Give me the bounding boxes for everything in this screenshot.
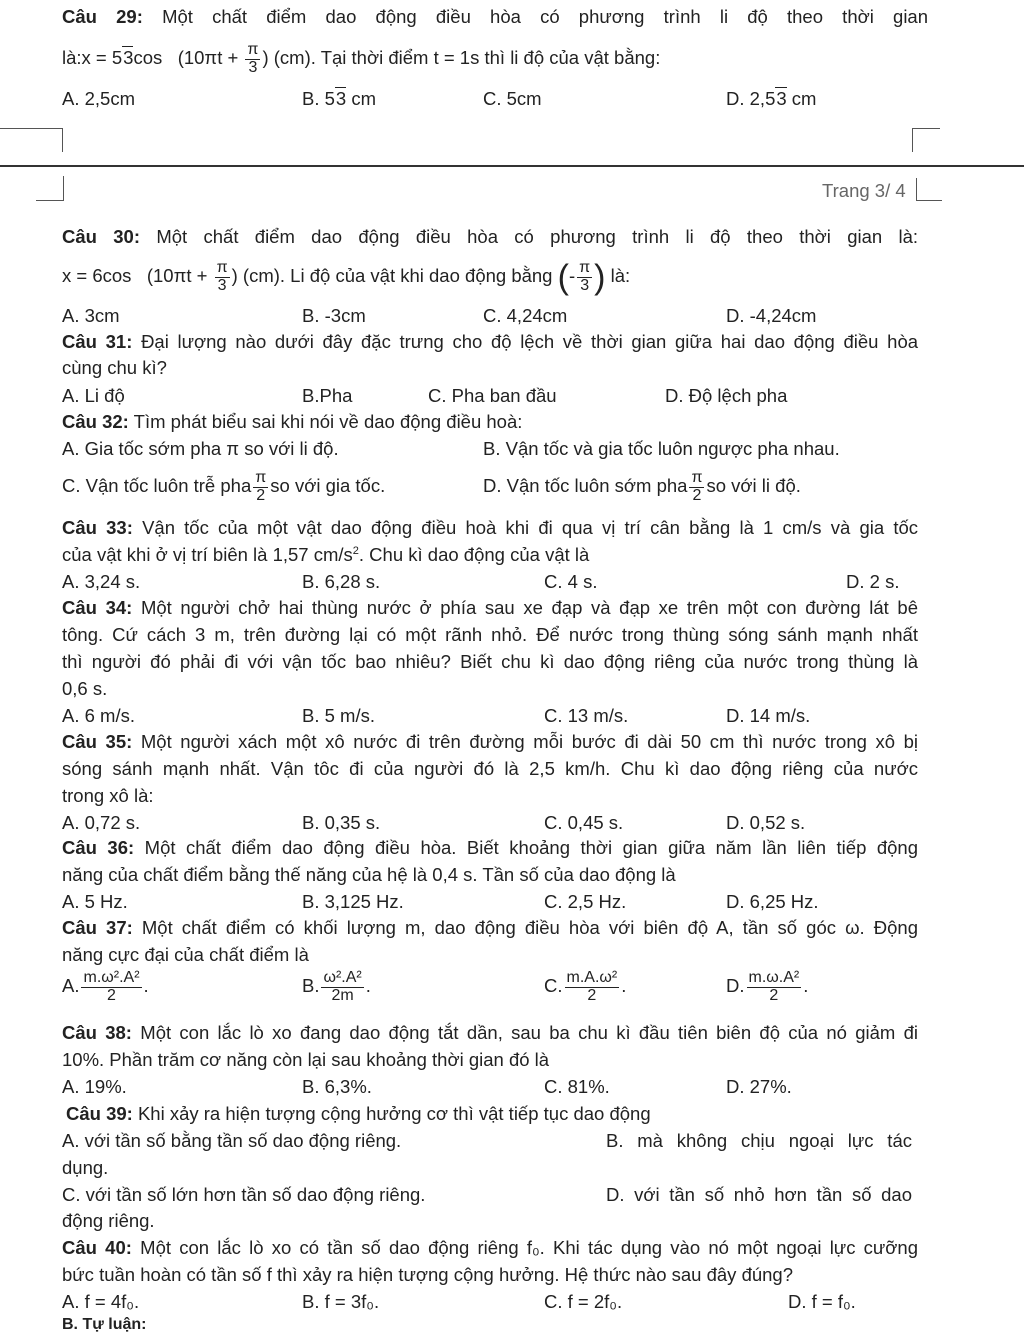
q32-text: Tìm phát biểu sai khi nói về dao động điều hoà:: [133, 411, 523, 432]
q33-option-d[interactable]: D. 2 s.: [846, 571, 900, 592]
q39-option-a[interactable]: A. với tần số bằng tần số dao động riêng.: [62, 1130, 402, 1151]
q33-stem: [62, 517, 918, 539]
q40-option-d[interactable]: D. f = f₀.: [788, 1291, 856, 1312]
q35-text: Một người xách một xô nước đi trên đường mỗi bước đi dài 50 cm thì nước trong xô bị: [140, 731, 919, 752]
crop-mark-top-right-h: [912, 128, 940, 129]
q34-option-b[interactable]: B. 5 m/s.: [302, 705, 375, 726]
q35-stem: [62, 731, 918, 753]
q37-option-c[interactable]: C. $\frac{\text{m.A.ω²}}{2}$ .: [544, 969, 627, 1004]
q29-eq-open: (10πt +: [177, 47, 239, 69]
q29-option-b[interactable]: B. 53 cm: [302, 88, 377, 109]
q30-option-b[interactable]: B. -3cm: [302, 305, 366, 326]
q33-text: Vận tốc của một vật dao động điều hoà khi đi qua vị trí cân bằng là 1 cm/s và gia tốc: [142, 517, 919, 538]
q34-text3: thì người đó phải đi với vận tốc bao nhiêu? Biết chu kì dao động riêng của nước trong thùng là: [62, 651, 918, 672]
q36-option-a[interactable]: A. 5 Hz.: [62, 891, 128, 912]
q38-stem: [62, 1022, 918, 1044]
q30-phase-fraction: $\frac{\pi}{3}$: [579, 259, 591, 294]
crop-mark-bottom-left-v: [63, 176, 64, 200]
q36-option-c[interactable]: C. 2,5 Hz.: [544, 891, 627, 912]
q32-option-b[interactable]: B. Vận tốc và gia tốc luôn ngược pha nhau.: [483, 438, 840, 459]
q31-option-d[interactable]: D. Độ lệch pha: [665, 385, 788, 406]
q40-text2: bức tuần hoàn có tần số f thì xảy ra hiện tượng cộng hưởng. Hệ thức nào sau đây đúng?: [62, 1264, 794, 1285]
q34-option-a[interactable]: A. 6 m/s.: [62, 705, 135, 726]
q29-stem: [62, 6, 928, 28]
q35-text2: sóng sánh mạnh nhất. Vận tôc đi của người đó là 2,5 km/h. Chu kì dao động riêng của nước: [62, 758, 918, 779]
q34-label: Câu 34:: [62, 597, 133, 618]
q30-eq-fraction: $\frac{\pi}{3}$: [216, 259, 228, 294]
q34-text4: 0,6 s.: [62, 678, 108, 699]
q39-option-d[interactable]: D. với tần số nhỏ hơn tần số dao: [606, 1184, 912, 1205]
q36-text: Một chất điểm dao động điều hòa. Biết khoảng thời gian giữa năm lần liên tiếp động: [144, 837, 918, 858]
q29-text: Một chất điểm dao động điều hòa có phương trình li độ theo thời gian: [162, 6, 929, 27]
q31-option-b[interactable]: B.Pha: [302, 385, 353, 406]
q32-stem: [62, 411, 522, 433]
q29-eq-close: ) (cm). Tại thời điểm t = 1s thì li độ của vật bằng:: [262, 47, 661, 69]
q36-option-b[interactable]: B. 3,125 Hz.: [302, 891, 404, 912]
q31-option-a[interactable]: A. Li độ: [62, 385, 125, 406]
crop-mark-top-left-v: [62, 128, 63, 152]
q38-option-d[interactable]: D. 27%.: [726, 1076, 792, 1097]
q35-option-a[interactable]: A. 0,72 s.: [62, 812, 141, 833]
q40-label: Câu 40:: [62, 1237, 132, 1258]
q37-text: Một chất điểm có khối lượng m, dao động điều hòa với biên độ A, tần số góc ω. Động: [141, 917, 918, 938]
q29-label: Câu 29:: [62, 6, 143, 27]
q36-text2: năng của chất điểm bằng thế năng của hệ là 0,4 s. Tần số của dao động là: [62, 864, 676, 885]
q35-option-d[interactable]: D. 0,52 s.: [726, 812, 806, 833]
q29-eq-cos: cos: [133, 47, 163, 69]
q40-stem: [62, 1237, 918, 1259]
q39-option-c[interactable]: C. với tần số lớn hơn tần số dao động riêng.: [62, 1184, 426, 1205]
q39-option-d-cont: động riêng.: [62, 1210, 155, 1231]
q31-text2: cùng chu kì?: [62, 357, 167, 378]
q32-option-a[interactable]: A. Gia tốc sớm pha π so với li độ.: [62, 438, 339, 459]
q35-label: Câu 35:: [62, 731, 133, 752]
page-number: Trang 3/ 4: [822, 180, 906, 201]
q29-option-c[interactable]: C. 5cm: [483, 88, 542, 109]
q39-stem: [66, 1103, 651, 1125]
q37-option-a[interactable]: A. $\frac{\text{m.ω².A²}}{2}$ .: [62, 969, 149, 1004]
q35-option-c[interactable]: C. 0,45 s.: [544, 812, 624, 833]
q40-option-a[interactable]: A. f = 4f₀.: [62, 1291, 140, 1312]
page-divider: [0, 165, 1024, 167]
q32-option-c[interactable]: C. Vận tốc luôn trễ pha $\frac{\pi}{2}$ so với gia tốc.: [62, 469, 386, 504]
q38-label: Câu 38:: [62, 1022, 132, 1043]
q35-option-b[interactable]: B. 0,35 s.: [302, 812, 381, 833]
q30-stem: [62, 226, 918, 248]
q38-text2: 10%. Phần trăm cơ năng còn lại sau khoảng thời gian đó là: [62, 1049, 550, 1070]
q36-label: Câu 36:: [62, 837, 135, 858]
q38-text: Một con lắc lò xo đang dao động tắt dần, sau ba chu kì đầu tiên biên độ của nó giảm đi: [140, 1022, 919, 1043]
q34-text2: tông. Cứ cách 3 m, trên đường lại có một rãnh nhỏ. Để nước trong thùng sóng sánh mạnh nhất: [62, 624, 918, 645]
q29-option-a[interactable]: A. 2,5cm: [62, 88, 135, 109]
crop-mark-bottom-right-v: [916, 178, 917, 200]
q34-option-c[interactable]: C. 13 m/s.: [544, 705, 629, 726]
q29-option-d[interactable]: D. 2,53 cm: [726, 88, 817, 109]
q34-text: Một người chở hai thùng nước ở phía sau xe đạp và đạp xe trên một con đường lát bê: [140, 597, 919, 618]
q30-option-c[interactable]: C. 4,24cm: [483, 305, 568, 326]
q35-text3: trong xô là:: [62, 785, 154, 806]
q31-text: Đại lượng nào dưới đây đặc trưng cho độ lệch về thời gian giữa hai dao động điều hòa: [141, 331, 919, 352]
q33-option-b[interactable]: B. 6,28 s.: [302, 571, 381, 592]
q30-text: Một chất điểm dao động điều hòa có phương trình li độ theo thời gian là:: [156, 226, 919, 247]
q40-text: Một con lắc lò xo có tần số dao động riêng f₀. Khi tác dụng vào nó một ngoại lực cưỡng: [140, 1237, 919, 1258]
q37-text2: năng cực đại của chất điểm là: [62, 944, 309, 965]
q29-eq-fraction: $\frac{\pi}{3}$: [247, 41, 259, 76]
section-b-heading: B. Tự luận:: [62, 1316, 147, 1333]
q37-label: Câu 37:: [62, 917, 133, 938]
q36-option-d[interactable]: D. 6,25 Hz.: [726, 891, 819, 912]
q30-equation: x = 6cos (10πt + $\frac{\pi}{3}$ ) (cm). Li độ của vật khi dao động bằng (- $\frac{\pi}{3}$ ) là:: [62, 258, 631, 297]
q34-stem: [62, 597, 918, 619]
q30-option-a[interactable]: A. 3cm: [62, 305, 120, 326]
q40-option-b[interactable]: B. f = 3f₀.: [302, 1291, 380, 1312]
q30-label: Câu 30:: [62, 226, 141, 247]
q37-stem: [62, 917, 918, 939]
crop-mark-top-left-h: [0, 128, 62, 129]
q33-label: Câu 33:: [62, 517, 133, 538]
q38-option-a[interactable]: A. 19%.: [62, 1076, 127, 1097]
q33-option-c[interactable]: C. 4 s.: [544, 571, 598, 592]
q36-stem: [62, 837, 918, 859]
q32-label: Câu 32:: [62, 411, 129, 432]
q39-option-b-cont: dụng.: [62, 1157, 109, 1178]
crop-mark-bottom-left-h: [36, 200, 64, 201]
q32-option-d[interactable]: D. Vận tốc luôn sớm pha $\frac{\pi}{2}$ so với li độ.: [483, 469, 801, 504]
crop-mark-bottom-right-h: [916, 200, 942, 201]
q38-option-c[interactable]: C. 81%.: [544, 1076, 610, 1097]
q39-text: Khi xảy ra hiện tượng cộng hưởng cơ thì vật tiếp tục dao động: [137, 1103, 651, 1124]
q31-label: Câu 31:: [62, 331, 133, 352]
q39-option-b[interactable]: B. mà không chịu ngoại lực tác: [606, 1130, 912, 1151]
q33-option-a[interactable]: A. 3,24 s.: [62, 571, 141, 592]
q29-equation: [62, 42, 660, 77]
q38-option-b[interactable]: B. 6,3%.: [302, 1076, 372, 1097]
q31-stem: [62, 331, 918, 353]
crop-mark-top-right-v: [912, 128, 913, 152]
q31-option-c[interactable]: C. Pha ban đầu: [428, 385, 557, 406]
q29-eq-sqrt: 3: [123, 47, 134, 69]
q29-eq-lead: là:x = 5: [62, 47, 123, 69]
q34-option-d[interactable]: D. 14 m/s.: [726, 705, 811, 726]
q40-option-c[interactable]: C. f = 2f₀.: [544, 1291, 623, 1312]
q33-text2: của vật khi ở vị trí biên là 1,57 $cm/s^2$. Chu kì dao động của vật là: [62, 544, 590, 565]
q39-label: Câu 39:: [66, 1103, 133, 1124]
q37-option-b[interactable]: B. $\frac{\text{ω².A²}}{2m}$ .: [302, 969, 371, 1004]
q37-option-d[interactable]: D. $\frac{\text{m.ω.A²}}{2}$ .: [726, 969, 809, 1004]
q30-option-d[interactable]: D. -4,24cm: [726, 305, 817, 326]
